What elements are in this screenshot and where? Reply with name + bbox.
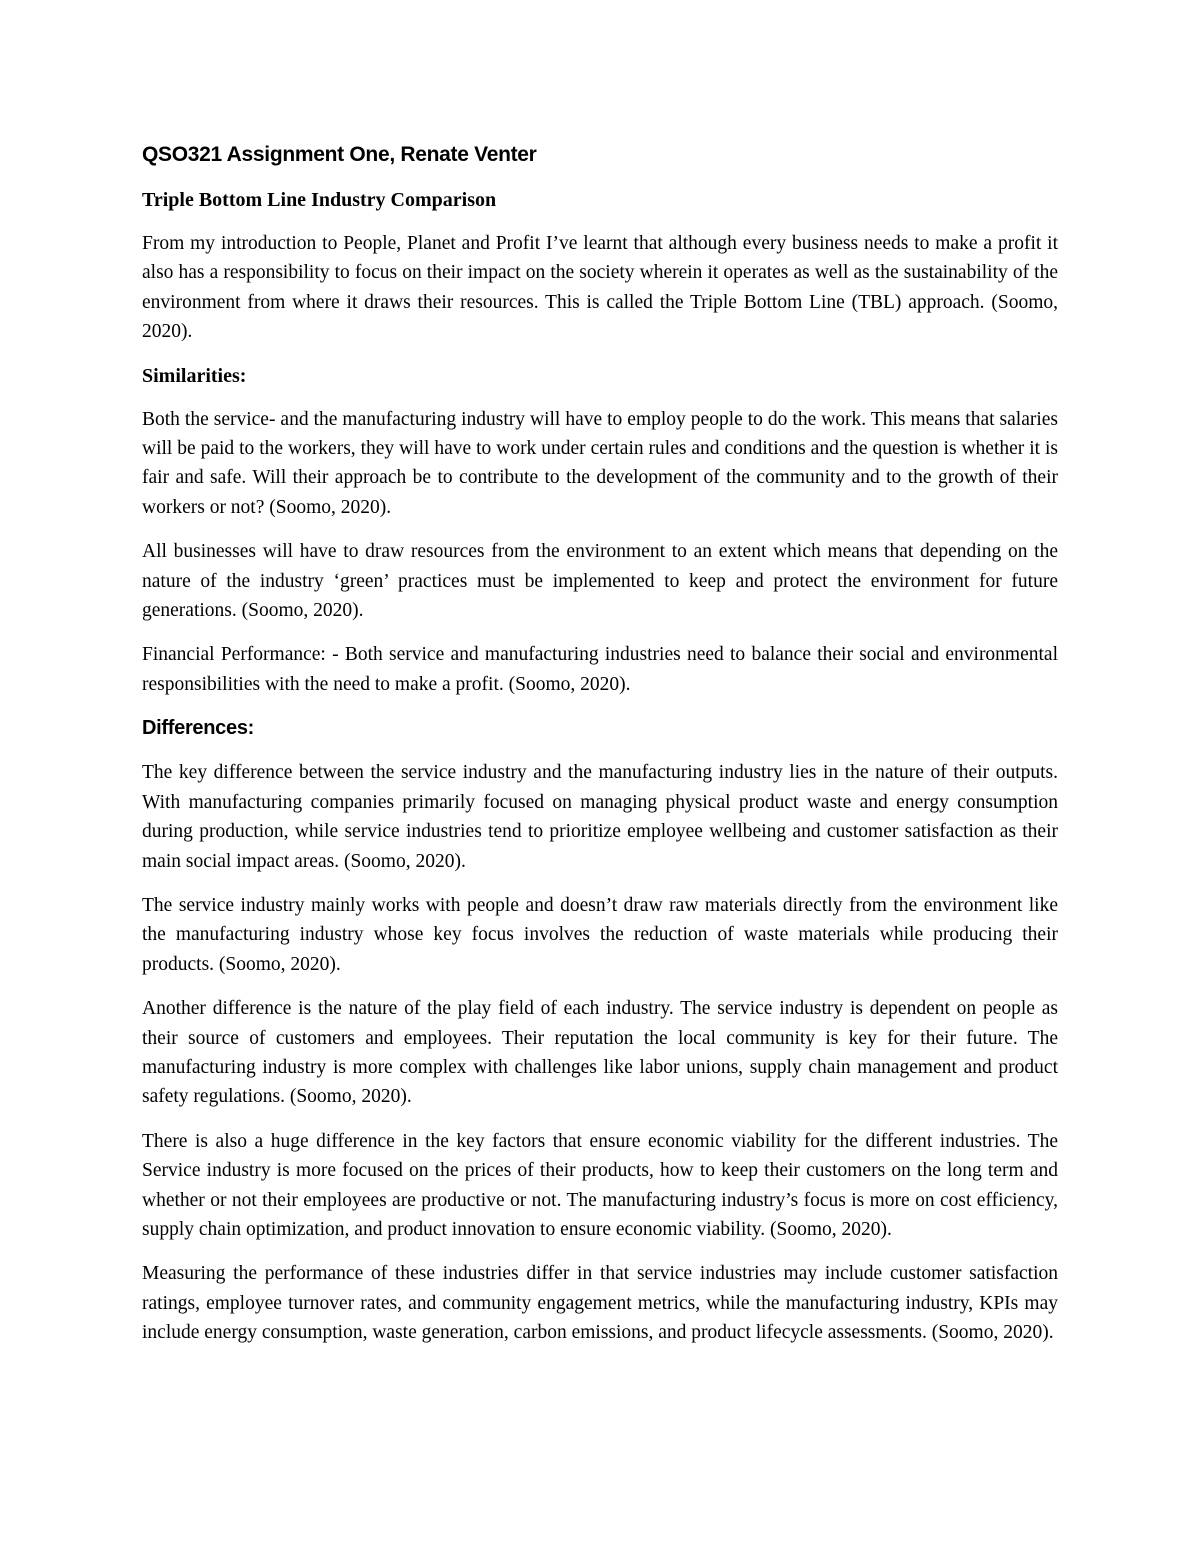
document-title: QSO321 Assignment One, Renate Venter [142,143,537,166]
similarities-paragraph: Financial Performance: - Both service and manufacturing industries need to balance their social and environmental responsibilities with the need to make a profit. (Soomo, 2020). [142,644,1058,695]
similarities-heading: Similarities: [142,364,247,387]
similarities-paragraph: All businesses will have to draw resources from the environment to an extent which means that depending on the nature of the industry ‘green’ practices must be implemented to keep and protect the environment for future generations. (Soomo, 2020). [142,541,1058,622]
differences-heading: Differences: [142,717,254,740]
document-subtitle: Triple Bottom Line Industry Comparison [142,189,497,211]
differences-paragraph: There is also a huge difference in the key factors that ensure economic viability for the different industries. The Service industry is more focused on the prices of their products, how to keep their customers on the long term and whether or not their employees are productive or not. The manufacturing industry’s focus is more on cost efficiency, supply chain optimization, and product innovation to ensure economic viability. (Soomo, 2020). [142,1130,1058,1240]
differences-paragraph: The key difference between the service industry and the manufacturing industry lies in the nature of their outputs. With manufacturing companies primarily focused on managing physical product waste and energy consumption during production, while service industries tend to prioritize employee wellbeing and customer satisfaction as their main social impact areas. (Soomo, 2020). [142,762,1058,872]
intro-paragraph: From my introduction to People, Planet and Profit I’ve learnt that although every business needs to make a profit it also has a responsibility to focus on their impact on the society wherein it operates as well as the sustainability of the environment from where it draws their resources. This is called the Triple Bottom Line (TBL) approach. (Soomo, 2020). [142,233,1058,343]
differences-paragraph: Measuring the performance of these industries differ in that service industries may include customer satisfaction ratings, employee turnover rates, and community engagement metrics, while the manufacturing industry, KPIs may include energy consumption, waste generation, carbon emissions, and product lifecycle assessments. (Soomo, 2020). [142,1263,1058,1344]
similarities-paragraph: Both the service- and the manufacturing industry will have to employ people to do the work. This means that salaries will be paid to the workers, they will have to work under certain rules and conditions and the question is whether it is fair and safe. Will their approach be to contribute to the development of the community and to the growth of their workers or not? (Soomo, 2020). [142,408,1058,518]
document-page [142,140,1058,1363]
differences-paragraph: Another difference is the nature of the play field of each industry. The service industry is dependent on people as their source of customers and employees. Their reputation the local community is key for their future. The manufacturing industry is more complex with challenges like labor unions, supply chain management and product safety regulations. (Soomo, 2020). [142,998,1058,1108]
differences-paragraph: The service industry mainly works with people and doesn’t draw raw materials directly from the environment like the manufacturing industry whose key focus involves the reduction of waste materials while producing their products. (Soomo, 2020). [142,894,1058,975]
